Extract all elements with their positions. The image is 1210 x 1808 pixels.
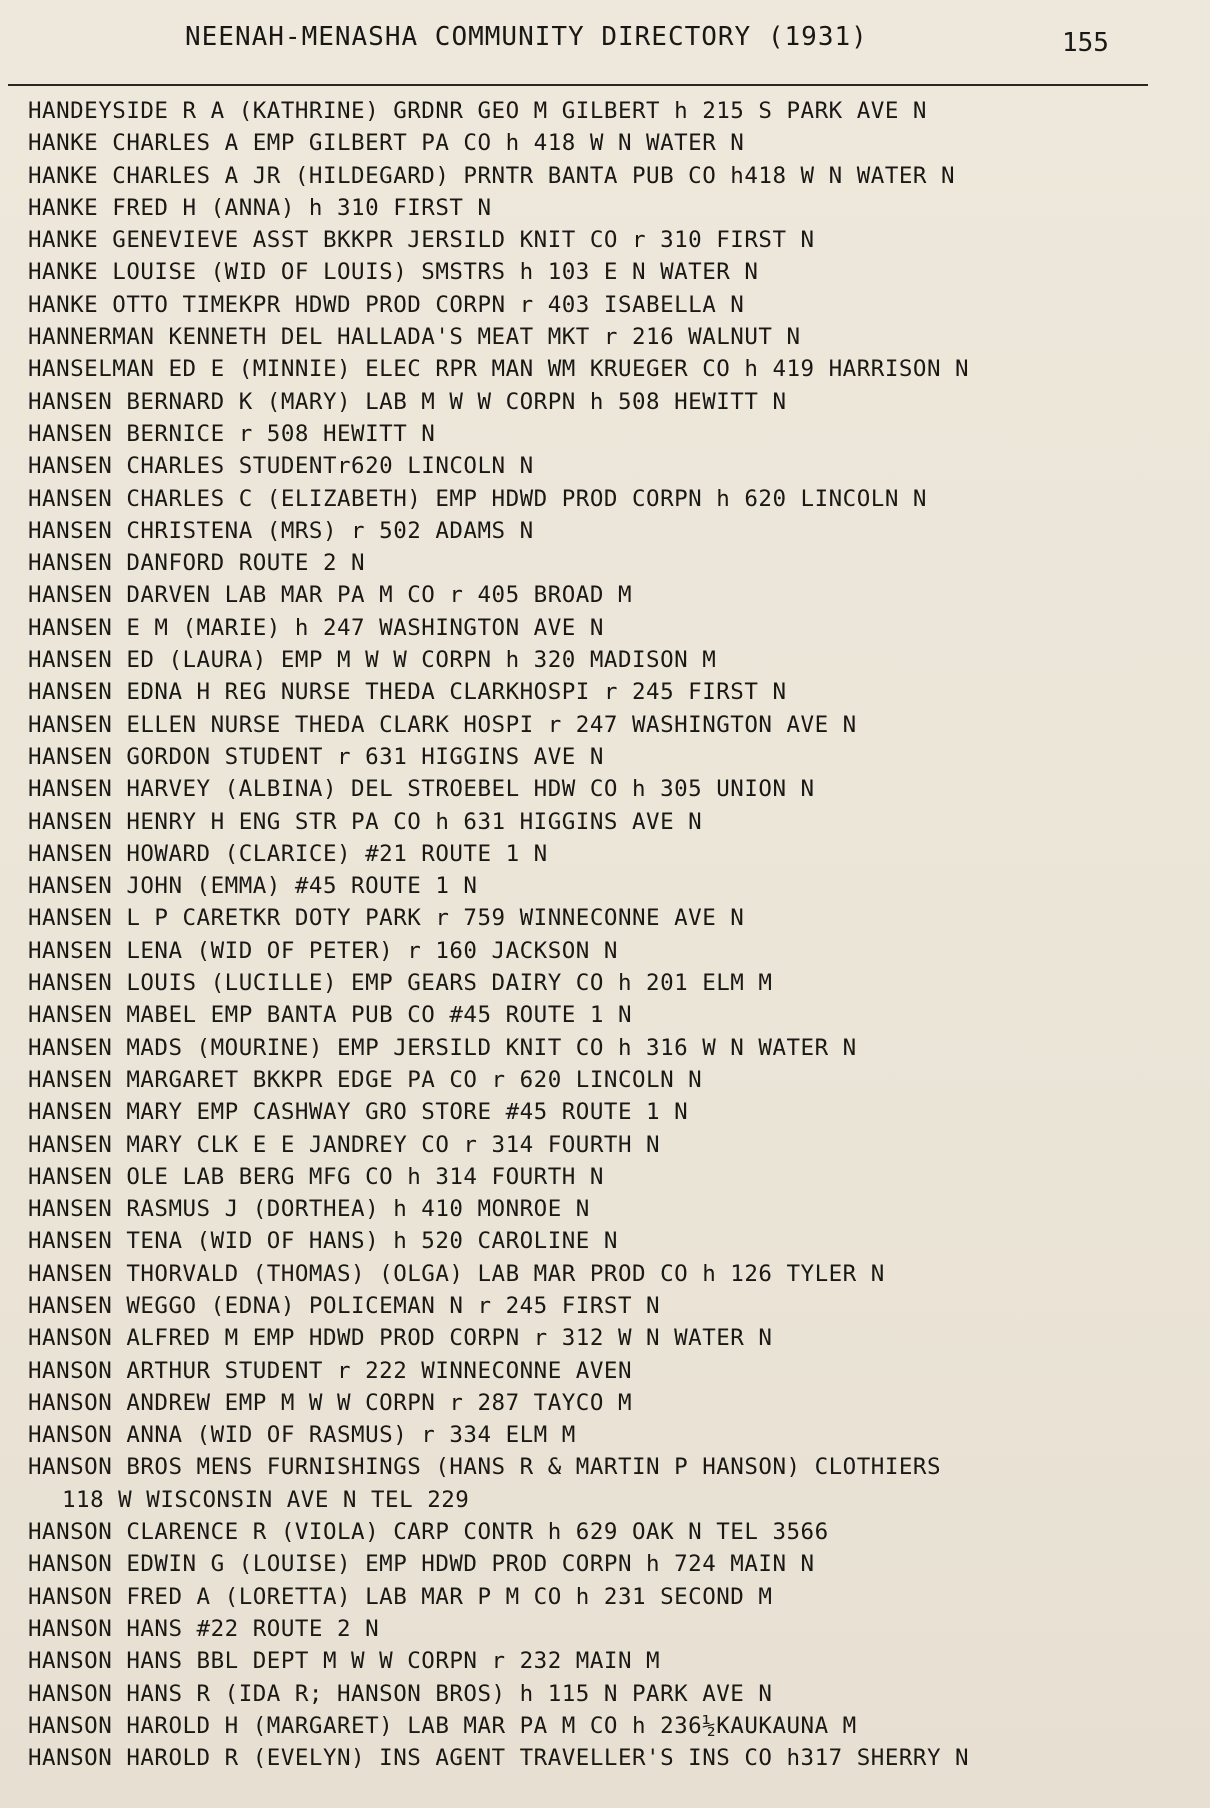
directory-entry: HANSEN E M (MARIE) h 247 WASHINGTON AVE N bbox=[28, 614, 604, 641]
directory-entry: HANSON HANS BBL DEPT M W W CORPN r 232 MAIN M bbox=[28, 1648, 661, 1675]
directory-entry: HANSEN MARGARET BKKPR EDGE PA CO r 620 LINCOLN N bbox=[28, 1066, 703, 1093]
directory-entry: HANKE CHARLES A EMP GILBERT PA CO h 418 W N WATER N bbox=[28, 130, 745, 157]
directory-entry: HANSEN GORDON STUDENT r 631 HIGGINS AVE N bbox=[28, 743, 604, 770]
header-divider bbox=[8, 84, 1148, 86]
directory-entry: HANKE OTTO TIMEKPR HDWD PROD CORPN r 403 ISABELLA N bbox=[28, 291, 745, 318]
directory-entry: HANSEN HOWARD (CLARICE) #21 ROUTE 1 N bbox=[28, 840, 548, 867]
directory-entry: HANSEN MABEL EMP BANTA PUB CO #45 ROUTE 1 N bbox=[28, 1002, 632, 1029]
directory-entry: HANSON ARTHUR STUDENT r 222 WINNECONNE AVEN bbox=[28, 1357, 632, 1384]
directory-entry: HANSON ANDREW EMP M W W CORPN r 287 TAYCO M bbox=[28, 1389, 632, 1416]
directory-entry: HANSEN RASMUS J (DORTHEA) h 410 MONROE N bbox=[28, 1196, 590, 1223]
page-number: 155 bbox=[1062, 28, 1109, 58]
directory-entry: HANSEN L P CARETKR DOTY PARK r 759 WINNECONNE AVE N bbox=[28, 905, 745, 932]
directory-entry: HANSEN TENA (WID OF HANS) h 520 CAROLINE N bbox=[28, 1228, 618, 1255]
directory-entry: HANSON EDWIN G (LOUISE) EMP HDWD PROD CORPN h 724 MAIN N bbox=[28, 1551, 815, 1578]
directory-entry: HANSON HAROLD H (MARGARET) LAB MAR PA M CO h 236½KAUKAUNA M bbox=[28, 1712, 857, 1739]
directory-entry: HANSON FRED A (LORETTA) LAB MAR P M CO h 231 SECOND M bbox=[28, 1583, 773, 1610]
directory-entry: HANSEN BERNICE r 508 HEWITT N bbox=[28, 420, 436, 447]
page-header bbox=[0, 22, 1210, 70]
directory-entry: HANSEN LOUIS (LUCILLE) EMP GEARS DAIRY CO h 201 ELM M bbox=[28, 970, 773, 997]
directory-entry: HANSEN JOHN (EMMA) #45 ROUTE 1 N bbox=[28, 873, 478, 900]
directory-entry: HANKE LOUISE (WID OF LOUIS) SMSTRS h 103 E N WATER N bbox=[28, 259, 759, 286]
page-title: NEENAH-MENASHA COMMUNITY DIRECTORY (1931) bbox=[185, 22, 868, 52]
directory-entry: HANSON ALFRED M EMP HDWD PROD CORPN r 312 W N WATER N bbox=[28, 1325, 773, 1352]
directory-entry: HANSEN THORVALD (THOMAS) (OLGA) LAB MAR PROD CO h 126 TYLER N bbox=[28, 1260, 885, 1287]
directory-entry: HANSEN DARVEN LAB MAR PA M CO r 405 BROAD M bbox=[28, 582, 632, 609]
directory-entry: HANSON HANS #22 ROUTE 2 N bbox=[28, 1615, 380, 1642]
directory-entry: HANSEN HENRY H ENG STR PA CO h 631 HIGGINS AVE N bbox=[28, 808, 703, 835]
directory-entry: HANSEN CHRISTENA (MRS) r 502 ADAMS N bbox=[28, 517, 534, 544]
directory-entry: HANNERMAN KENNETH DEL HALLADA'S MEAT MKT r 216 WALNUT N bbox=[28, 324, 801, 351]
directory-entry: HANSEN ED (LAURA) EMP M W W CORPN h 320 MADISON M bbox=[28, 647, 717, 674]
directory-entry: HANSELMAN ED E (MINNIE) ELEC RPR MAN WM KRUEGER CO h 419 HARRISON N bbox=[28, 356, 970, 383]
directory-entry: HANSON BROS MENS FURNISHINGS (HANS R & MARTIN P HANSON) CLOTHIERS bbox=[28, 1454, 941, 1481]
directory-entry: HANDEYSIDE R A (KATHRINE) GRDNR GEO M GILBERT h 215 S PARK AVE N bbox=[28, 98, 927, 124]
directory-entry: HANSEN EDNA H REG NURSE THEDA CLARKHOSPI r 245 FIRST N bbox=[28, 679, 787, 706]
directory-entry: HANSEN DANFORD ROUTE 2 N bbox=[28, 550, 366, 577]
directory-entry: HANKE CHARLES A JR (HILDEGARD) PRNTR BANTA PUB CO h418 W N WATER N bbox=[28, 162, 956, 189]
directory-entry: HANSEN MARY EMP CASHWAY GRO STORE #45 ROUTE 1 N bbox=[28, 1099, 689, 1126]
directory-listing bbox=[28, 95, 1198, 1774]
directory-entry: HANSON CLARENCE R (VIOLA) CARP CONTR h 629 OAK N TEL 3566 bbox=[28, 1519, 829, 1546]
directory-entry: HANSEN HARVEY (ALBINA) DEL STROEBEL HDW CO h 305 UNION N bbox=[28, 776, 815, 803]
directory-entry: HANSEN MADS (MOURINE) EMP JERSILD KNIT CO h 316 W N WATER N bbox=[28, 1034, 857, 1061]
directory-entry: HANSEN MARY CLK E E JANDREY CO r 314 FOURTH N bbox=[28, 1131, 661, 1158]
directory-entry: HANSEN BERNARD K (MARY) LAB M W W CORPN h 508 HEWITT N bbox=[28, 388, 787, 415]
directory-entry: HANSEN LENA (WID OF PETER) r 160 JACKSON N bbox=[28, 937, 618, 964]
directory-entry: HANSEN ELLEN NURSE THEDA CLARK HOSPI r 247 WASHINGTON AVE N bbox=[28, 711, 857, 738]
directory-entry: HANSEN OLE LAB BERG MFG CO h 314 FOURTH N bbox=[28, 1163, 604, 1190]
directory-entry: HANKE GENEVIEVE ASST BKKPR JERSILD KNIT CO r 310 FIRST N bbox=[28, 227, 815, 254]
directory-entry: HANSON HANS R (IDA R; HANSON BROS) h 115 N PARK AVE N bbox=[28, 1680, 773, 1707]
directory-entry: HANSON HAROLD R (EVELYN) INS AGENT TRAVELLER'S INS CO h317 SHERRY N bbox=[28, 1745, 970, 1772]
directory-entry: HANSEN CHARLES STUDENTr620 LINCOLN N bbox=[28, 453, 534, 480]
directory-entry: HANSEN CHARLES C (ELIZABETH) EMP HDWD PROD CORPN h 620 LINCOLN N bbox=[28, 485, 927, 512]
directory-entry-continuation: 118 W WISCONSIN AVE N TEL 229 bbox=[62, 1486, 470, 1513]
directory-entry: HANSEN WEGGO (EDNA) POLICEMAN N r 245 FIRST N bbox=[28, 1292, 661, 1319]
directory-entry: HANKE FRED H (ANNA) h 310 FIRST N bbox=[28, 194, 492, 221]
directory-entry: HANSON ANNA (WID OF RASMUS) r 334 ELM M bbox=[28, 1422, 576, 1449]
